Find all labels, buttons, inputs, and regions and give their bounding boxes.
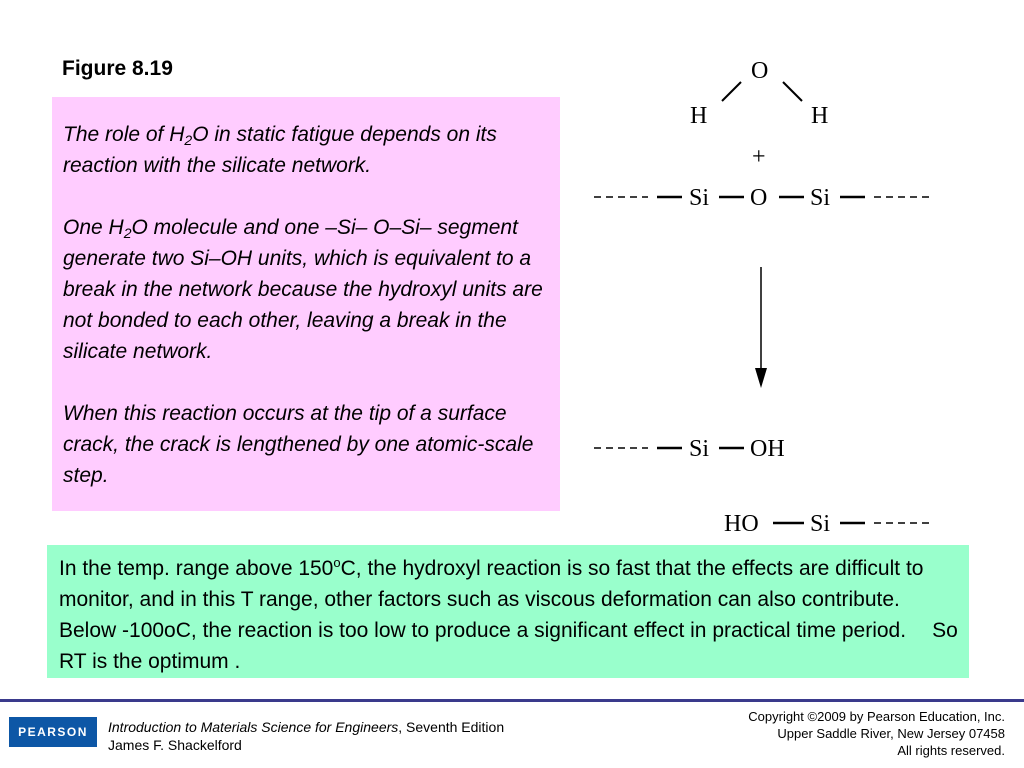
footer-divider xyxy=(0,699,1024,702)
p2-text-start: One H xyxy=(63,216,124,239)
explanation-paragraph-1 xyxy=(63,119,550,181)
p1-text-start: The role of H xyxy=(63,123,185,146)
temperature-note-box xyxy=(47,545,969,678)
copyright-line-3: All rights reserved. xyxy=(897,743,1005,758)
note-text-middle: C, the hydroxyl reaction is so fast that the effects are difficult to monitor, and in this T range, other factors such as viscous deformation can also contribute. xyxy=(59,557,924,611)
copyright-notice xyxy=(748,708,1005,759)
chain-oxygen: O xyxy=(750,185,768,211)
p1-text-end: O in static fatigue depends on its reaction with the silicate network. xyxy=(63,123,497,177)
book-title: Introduction to Materials Science for Engineers xyxy=(108,719,399,735)
p2-text-end: O molecule and one –Si– O–Si– segment generate two Si–OH units, which is equivalent to a break in the network because the hydroxyl units are not bonded to each other, leaving a break in the silicate network. xyxy=(63,216,543,363)
product1-hydroxyl: OH xyxy=(750,436,785,462)
reaction-arrow-head xyxy=(755,368,767,388)
explanation-paragraph-2 xyxy=(63,212,550,367)
copyright-line-2: Upper Saddle River, New Jersey 07458 xyxy=(777,726,1005,741)
p2-subscript: 2 xyxy=(123,225,132,241)
book-info xyxy=(108,718,504,754)
explanation-paragraph-3: When this reaction occurs at the tip of a surface crack, the crack is lengthened by one atomic-scale step. xyxy=(63,402,534,487)
plus-sign: + xyxy=(752,144,766,170)
chain-silicon-right: Si xyxy=(810,185,831,211)
chain-silicon-left: Si xyxy=(689,185,710,211)
p1-subscript: 2 xyxy=(184,132,193,148)
figure-title: Figure 8.19 xyxy=(62,57,173,80)
reaction-diagram xyxy=(585,50,945,540)
product1-silicon: Si xyxy=(689,436,710,462)
book-title-line xyxy=(108,718,504,736)
note-text-start: In the temp. range above 150 xyxy=(59,557,334,580)
note-text-conclusion: So RT is the optimum . xyxy=(59,619,958,673)
product2-hydroxyl: HO xyxy=(724,511,759,537)
water-bond-left xyxy=(722,82,741,101)
copyright-line-1: Copyright ©2009 by Pearson Education, Inc. xyxy=(748,709,1005,724)
water-hydrogen-left: H xyxy=(690,103,708,129)
note-text-low-temp: Below -100oC, the reaction is too low to produce a significant effect in practical time period. xyxy=(59,619,907,642)
product2-silicon: Si xyxy=(810,511,831,537)
note-superscript: o xyxy=(333,555,341,570)
pearson-logo: PEARSON xyxy=(9,717,97,747)
water-oxygen: O xyxy=(751,58,769,84)
book-author: James F. Shackelford xyxy=(108,737,242,753)
explanation-box xyxy=(52,97,560,511)
water-bond-right xyxy=(783,82,802,101)
book-edition: , Seventh Edition xyxy=(398,719,505,735)
water-hydrogen-right: H xyxy=(811,103,829,129)
